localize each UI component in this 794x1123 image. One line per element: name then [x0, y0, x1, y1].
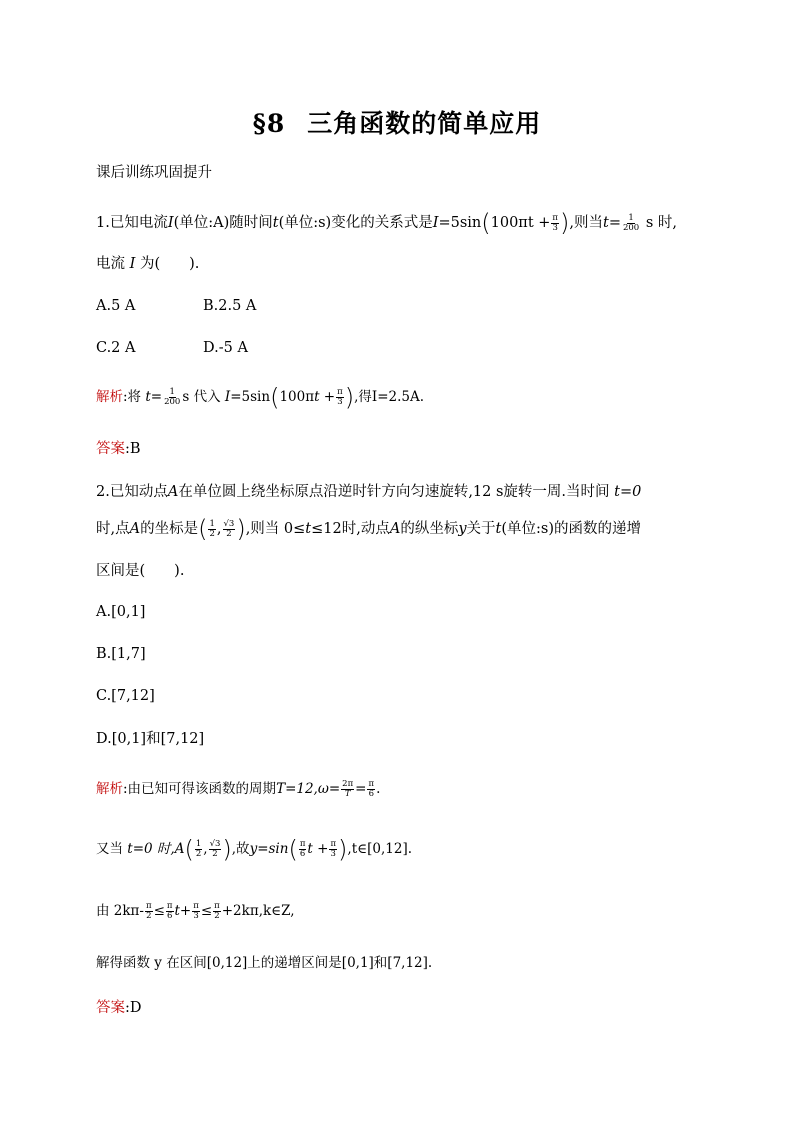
q1-option-d[interactable]: D.-5 A — [203, 340, 248, 356]
q2-option-c[interactable]: C.[7,12] — [96, 688, 155, 704]
subtitle: 课后训练巩固提升 — [96, 165, 212, 181]
q2-option-a[interactable]: A.[0,1] — [96, 604, 146, 620]
q2-solution-line1: 解析:由已知可得该函数的周期T=12,ω= $\frac{2\pi}{T}$ = $\frac{\pi}{6}$ . — [96, 779, 381, 799]
q2-solution-line4: 解得函数 y 在区间[0,12]上的递增区间是[0,1]和[7,12]. — [96, 955, 433, 971]
q1-line2: 电流 I 为( ). — [96, 256, 200, 272]
q1-options-row2 — [96, 337, 248, 359]
answer-label: 答案 — [96, 441, 125, 457]
solution-label: 解析 — [96, 389, 123, 405]
page-title — [0, 104, 794, 140]
q1-option-a[interactable]: A.5 A — [96, 298, 136, 314]
section-number: §8 — [252, 109, 286, 138]
q1-solution: 解析:将 t= $\frac{1}{200}$ s 代入 I=5sin(100πt + $\frac{\pi}{3}$ ),得I=2.5A. — [96, 383, 425, 412]
q2-line3: 区间是( ). — [96, 563, 185, 579]
q2-line2: 时,点A的坐标是( $\frac{1}{2}$ , $\frac{√3}{2}$ ),则当 0≤t≤12时,动点A的纵坐标y关于t(单位:s)的函数的递增 — [96, 515, 641, 543]
q1-option-c[interactable]: C.2 A — [96, 340, 136, 356]
q1-options-row1 — [96, 295, 256, 317]
answer-label: 答案 — [96, 1000, 125, 1016]
q2-line1: 2.已知动点A在单位圆上绕坐标原点沿逆时针方向匀速旋转,12 s旋转一周.当时间 t=0 — [96, 484, 642, 500]
solution-label: 解析 — [96, 781, 123, 797]
q2-option-d[interactable]: D.[0,1]和[7,12] — [96, 731, 205, 747]
q2-solution-line3: 由 2kπ- $\frac{\pi}{2}$ ≤ $\frac{\pi}{6}$ t+ $\frac{\pi}{3}$ ≤ $\frac{\pi}{2}$ +2kπ,k∈Z, — [96, 901, 295, 921]
q1-line1: 1.已知电流I(单位:A)随时间t(单位:s)变化的关系式是I=5sin(100πt + $\frac{\pi}{3}$ ),则当t= $\frac{1}{200}$ s 时, — [96, 209, 677, 237]
q2-solution-line2: 又当 t=0 时,A( $\frac{1}{2}$ , $\frac{√3}{2}$ ),故y=sin( $\frac{\pi}{6}$ t + $\frac{\pi}{3}$ ),t∈[0,12]. — [96, 835, 413, 864]
q2-answer: 答案:D — [96, 1000, 142, 1016]
q1-option-b[interactable]: B.2.5 A — [203, 298, 257, 314]
q1-answer: 答案:B — [96, 441, 141, 457]
section-title: 三角函数的简单应用 — [307, 109, 542, 138]
q2-option-b[interactable]: B.[1,7] — [96, 646, 146, 662]
